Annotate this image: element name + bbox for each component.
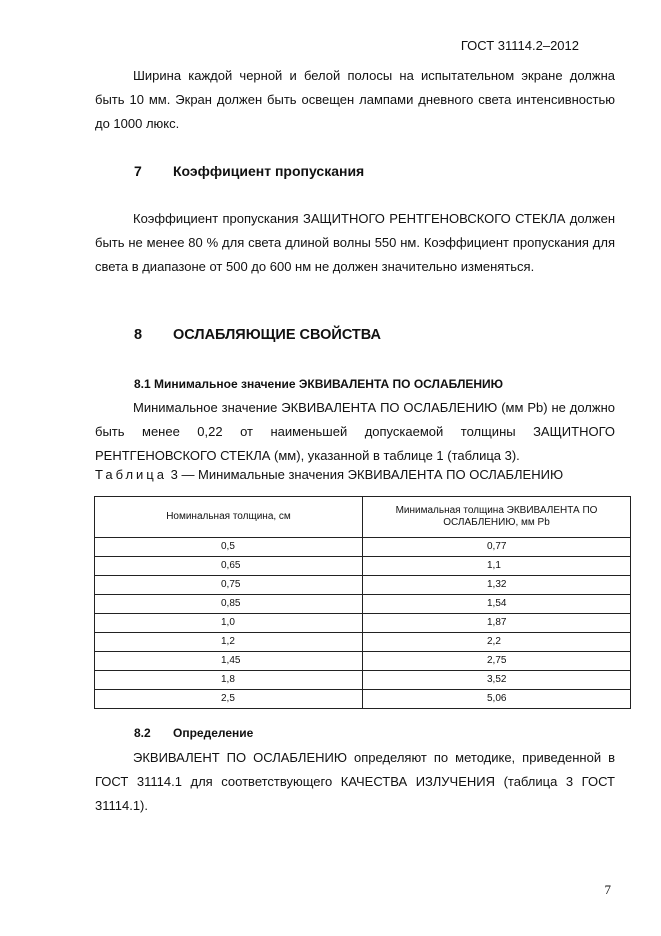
cell-thickness: 1,45 (95, 652, 363, 671)
subsection-8-2-paragraph: ЭКВИВАЛЕНТ ПО ОСЛАБЛЕНИЮ определяют по методике, приведенной в ГОСТ 31114.1 для соответствующего КАЧЕСТВА ИЗЛУЧЕНИЯ (таблица 3 ГОСТ 31114.1). (95, 750, 615, 813)
cell-equivalent: 3,52 (363, 671, 631, 690)
section-7-number: 7 (134, 163, 142, 179)
cell-equivalent: 0,77 (363, 538, 631, 557)
cell-thickness: 1,2 (95, 633, 363, 652)
section-7-title: Коэффициент пропускания (173, 163, 365, 179)
cell-thickness: 1,8 (95, 671, 363, 690)
table-row (95, 557, 631, 576)
screen-paragraph: Ширина каждой черной и белой полосы на испытательном экране должна быть 10 мм. Экран должен быть освещен лампами дневного света интенсивностью до 1000 люкс. (95, 68, 615, 131)
cell-equivalent: 2,2 (363, 633, 631, 652)
table-row (95, 652, 631, 671)
document-standard-header: ГОСТ 31114.2–2012 (460, 38, 579, 53)
section-8-number: 8 (134, 327, 143, 343)
attenuation-table (94, 496, 631, 709)
table-row (95, 690, 631, 709)
table-row (95, 614, 631, 633)
subsection-8-2-number: 8.2 (134, 726, 151, 740)
section-8-heading (134, 327, 381, 343)
table-row (95, 538, 631, 557)
cell-equivalent: 2,75 (363, 652, 631, 671)
section-7-paragraph: Коэффициент пропускания ЗАЩИТНОГО РЕНТГЕНОВСКОГО СТЕКЛА должен быть не менее 80 % для света длиной волны 550 нм. Коэффициент пропускания для света в диапазоне от 500 до 600 нм не должен значительно изменяться. (95, 211, 615, 274)
table-row (95, 595, 631, 614)
section-7-heading (134, 163, 364, 179)
cell-equivalent: 5,06 (363, 690, 631, 709)
table-header-equivalent: Минимальная толщина ЭКВИВАЛЕНТА ПО ОСЛАБЛЕНИЮ, мм Pb (363, 497, 631, 538)
subsection-8-1-paragraph: Минимальное значение ЭКВИВАЛЕНТА ПО ОСЛАБЛЕНИЮ (мм Pb) не должно быть менее 0,22 от наименьшей допускаемой толщины ЗАЩИТНОГО РЕНТГЕНОВСКОГО СТЕКЛА (мм), указанной в таблице 1 (таблица 3). (95, 400, 615, 463)
cell-thickness: 0,75 (95, 576, 363, 595)
cell-thickness: 0,5 (95, 538, 363, 557)
subsection-8-2-title: Определение (173, 726, 254, 740)
cell-equivalent: 1,1 (363, 557, 631, 576)
subsection-8-1-heading: 8.1 Минимальное значение ЭКВИВАЛЕНТА ПО ОСЛАБЛЕНИЮ (134, 377, 504, 391)
section-8-title: ОСЛАБЛЯЮЩИЕ СВОЙСТВА (173, 327, 382, 343)
cell-thickness: 1,0 (95, 614, 363, 633)
cell-equivalent: 1,54 (363, 595, 631, 614)
table-header-row (95, 497, 631, 538)
cell-equivalent: 1,32 (363, 576, 631, 595)
cell-thickness: 0,85 (95, 595, 363, 614)
table-row (95, 633, 631, 652)
table-row (95, 576, 631, 595)
cell-thickness: 0,65 (95, 557, 363, 576)
page-number: 7 (604, 882, 611, 897)
table-caption-label: Таблица (95, 467, 167, 482)
table-caption-text: 3 — Минимальные значения ЭКВИВАЛЕНТА ПО ОСЛАБЛЕНИЮ (166, 467, 564, 482)
table-caption (95, 467, 563, 482)
table-row (95, 671, 631, 690)
cell-thickness: 2,5 (95, 690, 363, 709)
cell-equivalent: 1,87 (363, 614, 631, 633)
table-header-thickness: Номинальная толщина, см (95, 497, 363, 538)
subsection-8-2-heading (134, 726, 253, 740)
